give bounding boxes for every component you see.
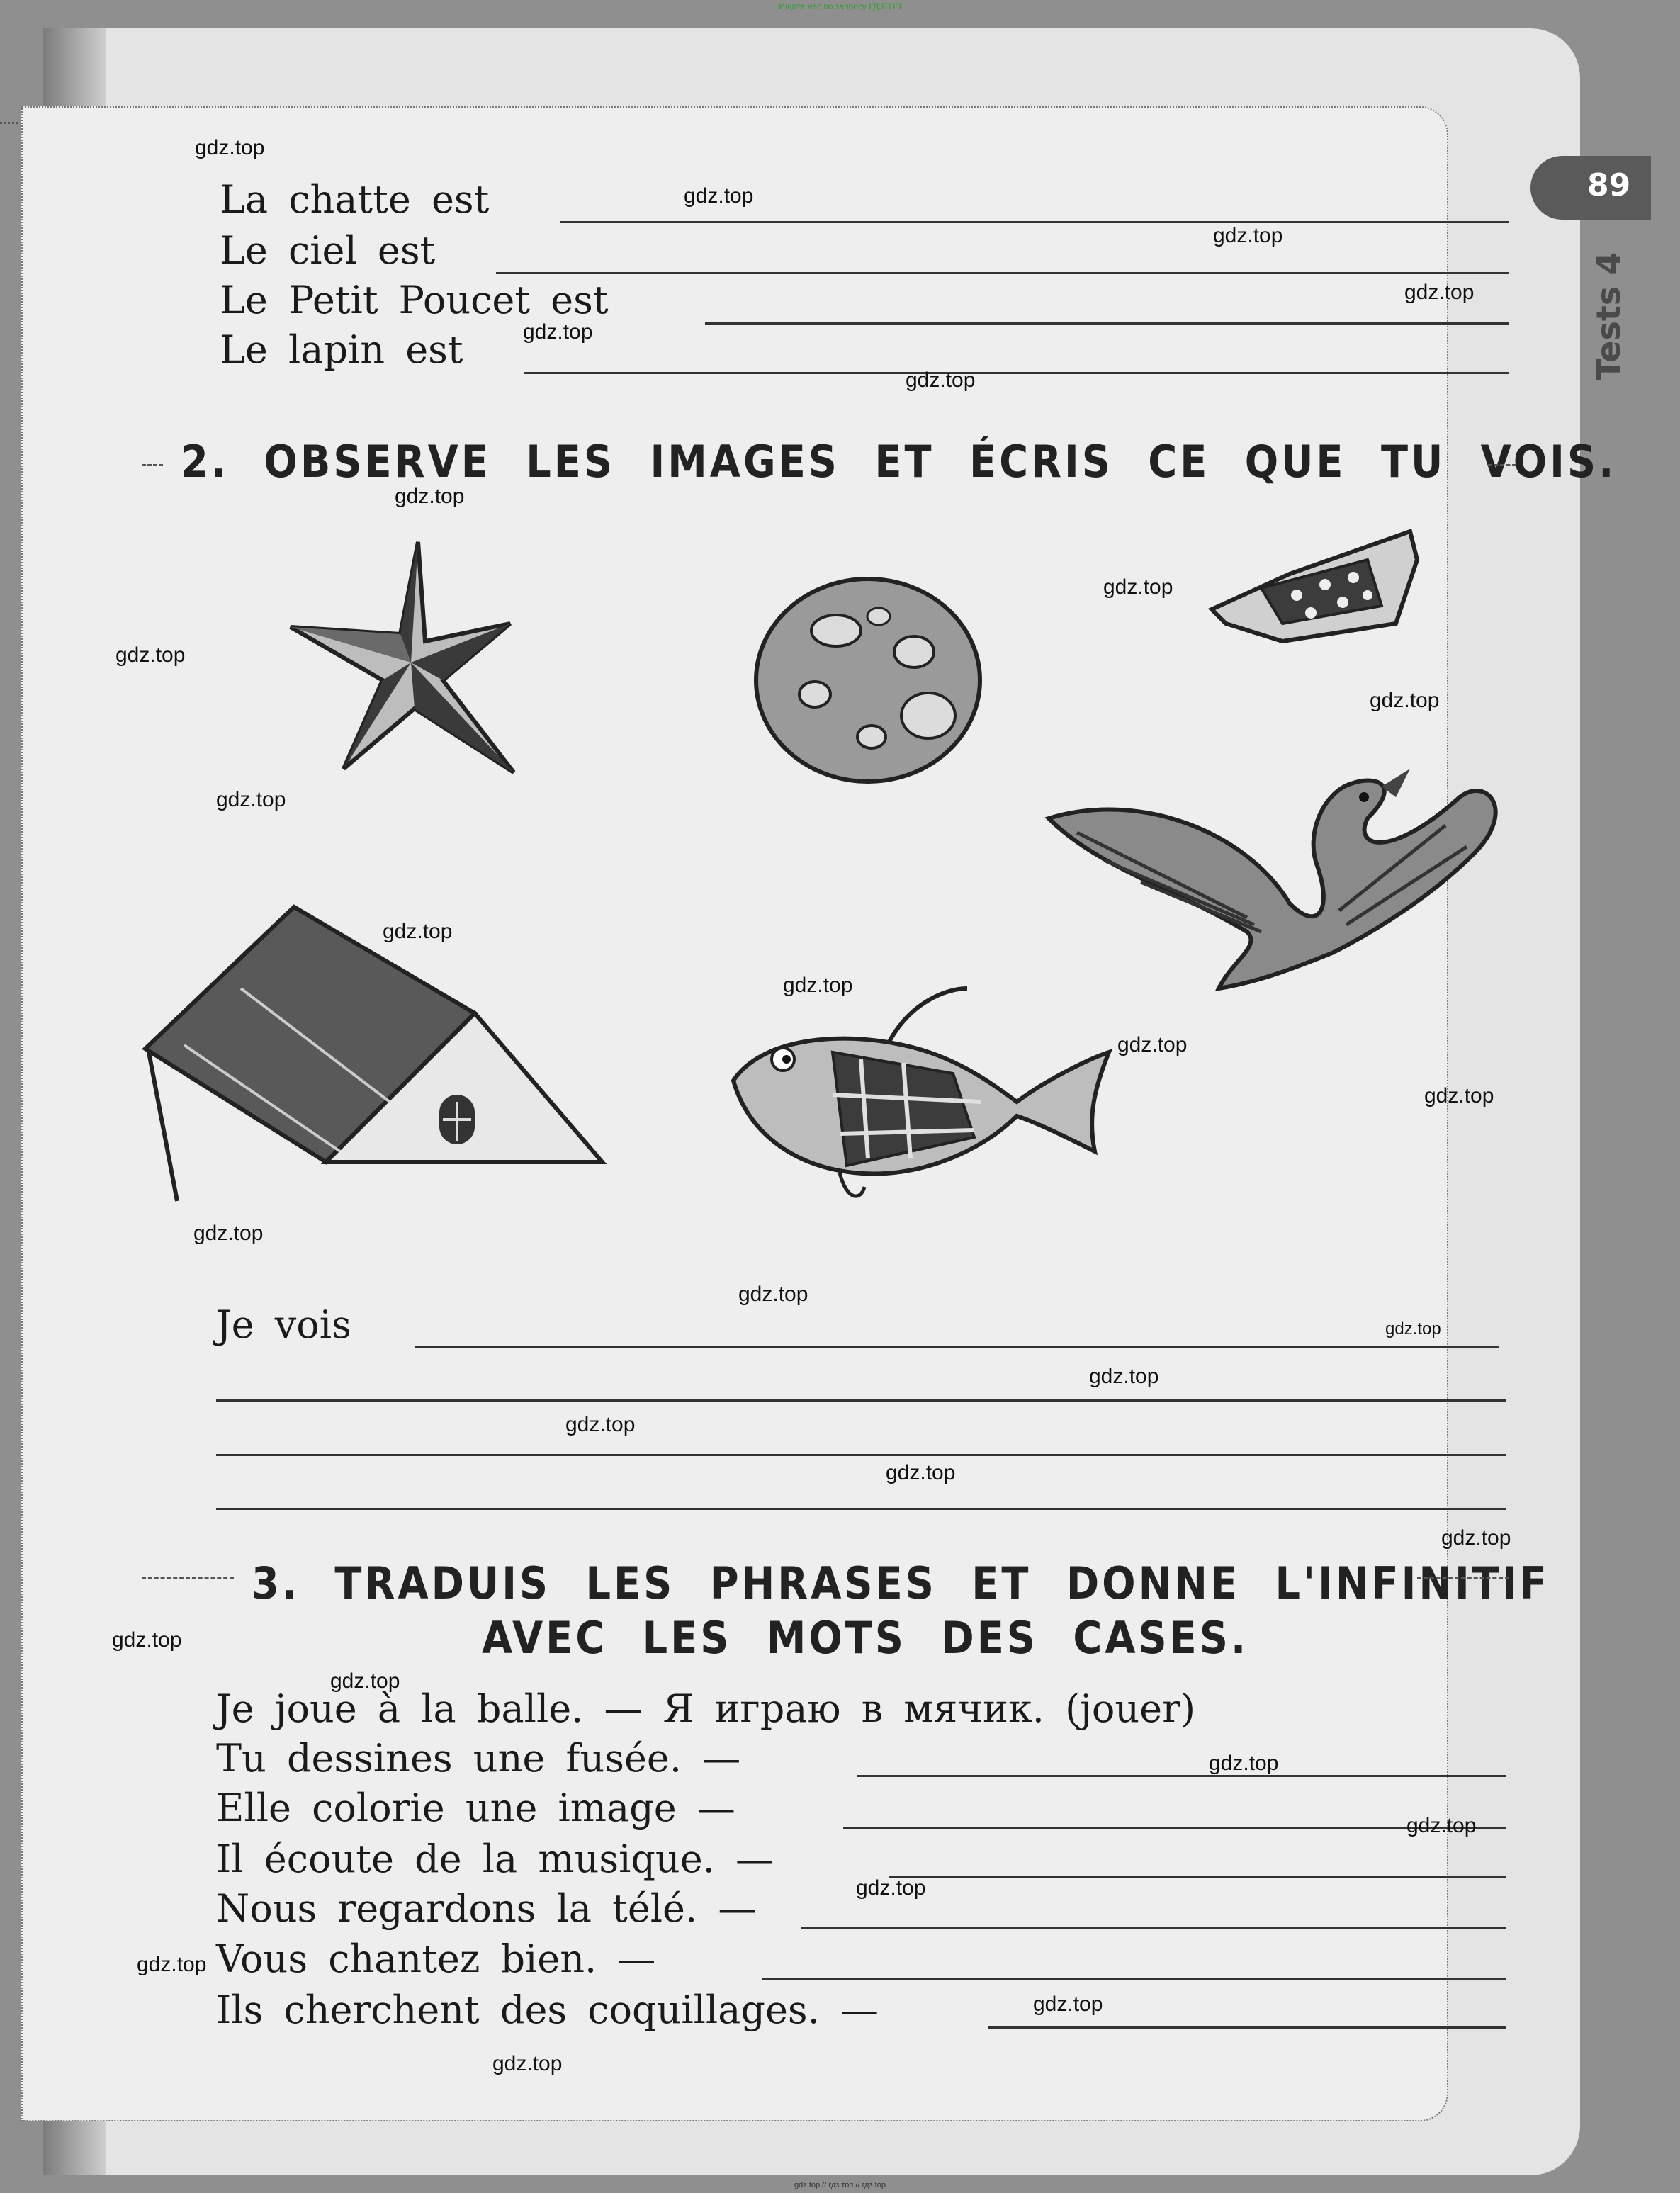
watermark: gdz.top — [783, 974, 853, 997]
ex3-answer-4[interactable] — [801, 1927, 1506, 1929]
watermark: gdz.top — [1089, 1365, 1159, 1388]
watermark: gdz.top — [1103, 575, 1173, 599]
watermark: gdz.top — [856, 1876, 926, 1900]
bird-illustration — [1035, 748, 1509, 1003]
ex1-line-3: Le Petit Poucet est — [220, 278, 609, 322]
ex2-heading: 2. OBSERVE LES IMAGES ET ÉCRIS CE QUE TU VOIS. — [181, 436, 1617, 487]
ex3-answer-1[interactable] — [857, 1775, 1506, 1777]
watermark: gdz.top — [1404, 281, 1475, 304]
ex3-sentence-3: Il écoute de la musique. — — [216, 1837, 774, 1881]
watermark: gdz.top — [216, 788, 286, 811]
ex1-line-2: Le ciel est — [220, 228, 436, 273]
ex3-heading-line1: 3. TRADUIS LES PHRASES ET DONNE L'INFINITIF — [252, 1557, 1550, 1609]
watermark: gdz.top — [195, 136, 265, 159]
heading-dash-right — [1488, 464, 1516, 466]
ex1-line-4: Le lapin est — [220, 327, 463, 372]
watermark: gdz.top — [115, 643, 186, 667]
flying-carpet-illustration — [1205, 517, 1424, 652]
watermark: gdz.top — [1424, 1084, 1494, 1107]
watermark: gdz.top — [1385, 1319, 1441, 1338]
watermark: gdz.top — [1406, 1814, 1477, 1837]
ex2-answer-2[interactable] — [216, 1399, 1506, 1402]
watermark: gdz.top — [886, 1461, 956, 1484]
ex1-answer-2[interactable] — [496, 272, 1509, 274]
star-illustration — [283, 535, 517, 776]
fish-illustration — [719, 974, 1116, 1208]
watermark: gdz.top — [383, 920, 453, 943]
watermark: gdz.top — [1117, 1033, 1188, 1056]
watermark: gdz.top — [684, 184, 754, 208]
ex1-answer-3[interactable] — [705, 322, 1509, 325]
ex3-heading-line2: AVEC LES MOTS DES CASES. — [482, 1612, 1249, 1664]
watermark: gdz.top — [193, 1222, 264, 1245]
moon-illustration — [751, 574, 992, 787]
ex3-answer-3[interactable] — [889, 1876, 1506, 1878]
bottom-banner: gdz.top // гдз топ // гдз.top — [794, 2181, 886, 2189]
watermark: gdz.top — [738, 1282, 808, 1306]
ex3-sentence-6: Ils cherchent des coquillages. — — [216, 1988, 879, 2032]
watermark: gdz.top — [1441, 1526, 1511, 1550]
watermark: gdz.top — [137, 1953, 207, 1976]
top-banner: Ищите нас по запросу ГДЗТОП — [779, 1, 901, 11]
ex3-sentence-5: Vous chantez bien. — — [216, 1937, 656, 1981]
watermark: gdz.top — [1033, 1992, 1103, 2016]
ex2-answer-3[interactable] — [216, 1454, 1506, 1456]
ex2-answer-4[interactable] — [216, 1508, 1506, 1510]
watermark: gdz.top — [492, 2052, 563, 2075]
heading-dash-left — [142, 464, 163, 466]
watermark: gdz.top — [112, 1628, 182, 1652]
page-number: 89 — [1587, 167, 1631, 203]
ex1-answer-4[interactable] — [524, 372, 1509, 374]
ex3-heading-dash-left — [142, 1577, 234, 1579]
ex2-answer-1[interactable] — [415, 1346, 1499, 1348]
house-illustration — [142, 903, 609, 1215]
ex3-sentence-1: Tu dessines une fusée. — — [216, 1736, 741, 1781]
ex3-answer-6[interactable] — [988, 2026, 1506, 2029]
ex2-prompt: Je vois — [216, 1302, 351, 1347]
section-label: Tests 4 — [1589, 252, 1628, 380]
watermark: gdz.top — [906, 368, 976, 392]
ex1-line-1: La chatte est — [220, 177, 490, 222]
ex3-heading-dash-right — [1417, 1577, 1509, 1579]
ex3-sentence-4: Nous regardons la télé. — — [216, 1886, 757, 1931]
ex3-sentence-2: Elle colorie une image — — [216, 1786, 735, 1830]
watermark: gdz.top — [1213, 224, 1283, 247]
watermark: gdz.top — [565, 1413, 636, 1436]
watermark: gdz.top — [395, 485, 465, 508]
watermark: gdz.top — [1370, 689, 1440, 712]
watermark: gdz.top — [1209, 1752, 1279, 1775]
ex3-example: Je joue à la balle. — Я играю в мячик. (jouer) — [216, 1686, 1196, 1731]
ex3-answer-5[interactable] — [762, 1978, 1506, 1980]
watermark: gdz.top — [330, 1669, 400, 1693]
ex1-answer-1[interactable] — [560, 221, 1509, 223]
watermark: gdz.top — [523, 320, 593, 344]
